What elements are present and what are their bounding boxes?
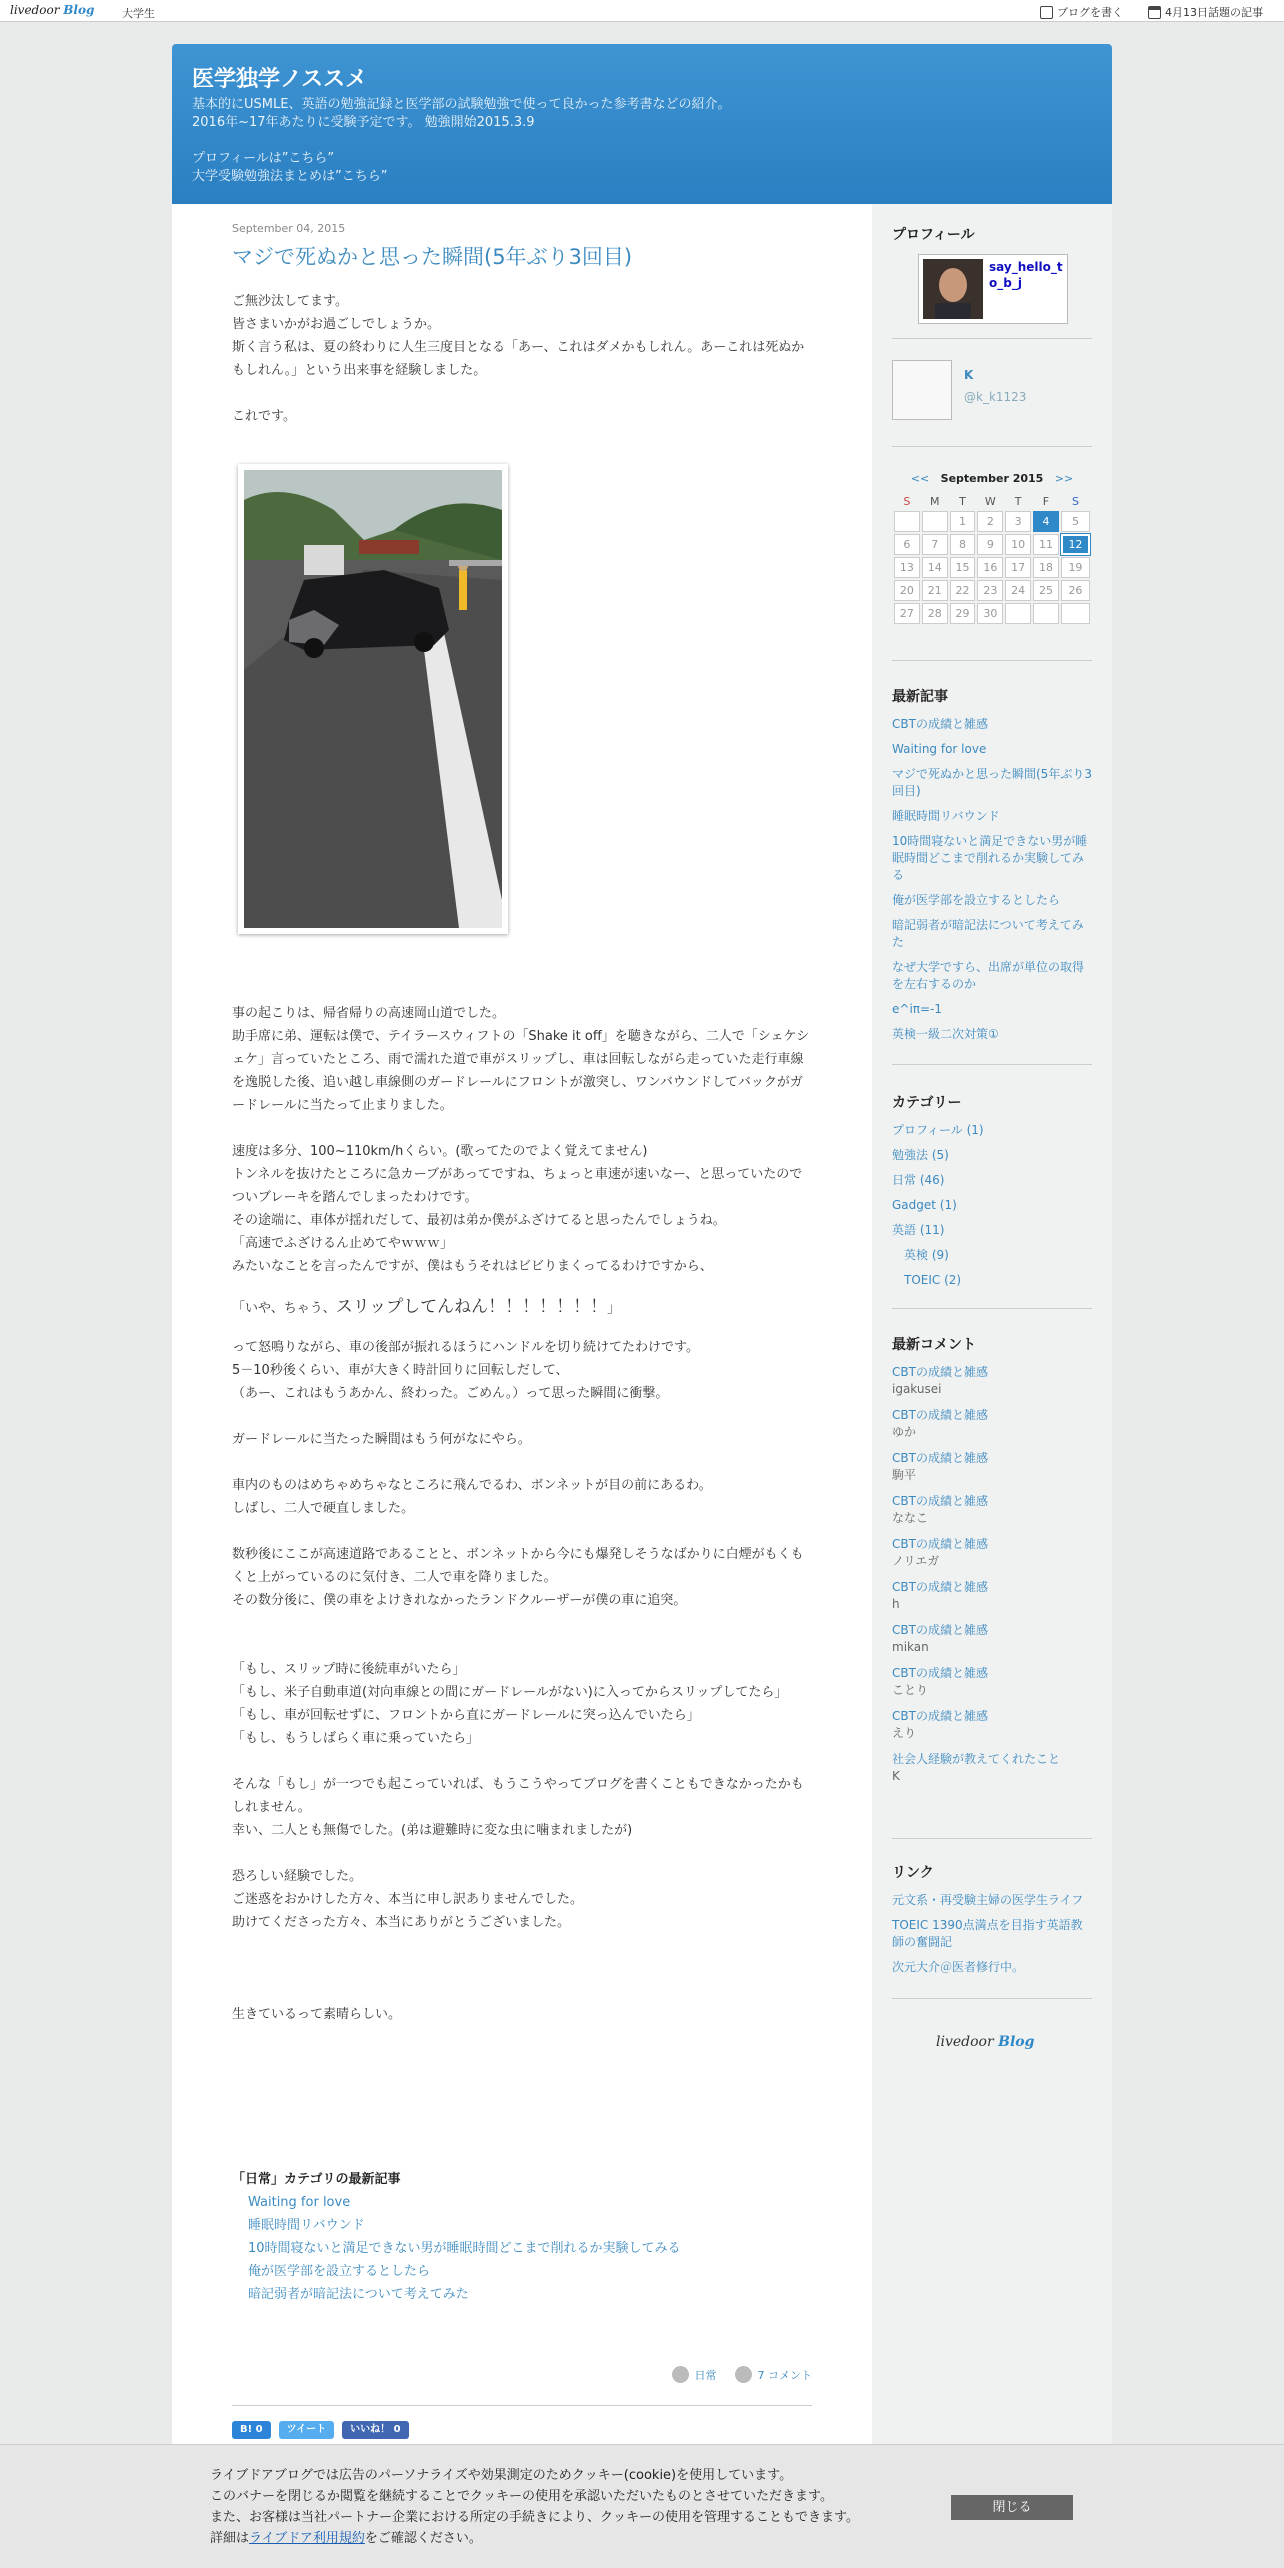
calendar-day-post[interactable]: 4: [1033, 511, 1059, 532]
article-divider: [232, 2405, 812, 2406]
tweet-button[interactable]: ツイート: [279, 2421, 335, 2439]
pencil-icon: [1040, 6, 1053, 19]
sidebar-links: [892, 1862, 1092, 1984]
calendar-month-title: September 2015: [940, 472, 1044, 485]
comment-post-link[interactable]: CBTの成績と雑感: [892, 1451, 988, 1465]
calendar-day: [1005, 603, 1031, 624]
facebook-like-button[interactable]: いいね！ 0: [342, 2421, 408, 2439]
cookie-line: このバナーを閉じるか閲覧を継続することでクッキーの使用を承認いただいたものとさせていただきます。: [210, 2489, 833, 2504]
calendar-day-header: F: [1042, 494, 1050, 508]
related-link[interactable]: 睡眠時間リバウンド: [248, 2218, 365, 2233]
recent-post-link[interactable]: 睡眠時間リバウンド: [892, 809, 1000, 823]
list-item: [892, 1493, 1092, 1527]
article-meta: [650, 2366, 812, 2383]
comment-author: 駒平: [892, 1468, 917, 1482]
calendar-day-header: S: [1071, 494, 1079, 508]
sidebar-categories: [892, 1092, 1092, 1297]
comment-post-link[interactable]: CBTの成績と雑感: [892, 1365, 988, 1379]
recent-post-link[interactable]: マジで死ぬかと思った瞬間(5年ぶり3回目): [892, 767, 1092, 798]
profile-heading: プロフィール: [892, 227, 975, 243]
calendar-day-header: S: [903, 494, 911, 508]
list-item[interactable]: [248, 2191, 812, 2214]
cookie-detail-prefix: 詳細は: [210, 2531, 250, 2546]
list-item[interactable]: [892, 1247, 1092, 1264]
calendar-day: 15: [950, 557, 976, 578]
list-item[interactable]: [892, 716, 1092, 733]
list-item[interactable]: [248, 2283, 812, 2306]
cookie-banner: [0, 2444, 1284, 2568]
calendar-day-header: T: [1014, 494, 1022, 508]
footer-logo-text: livedoor: [936, 2034, 994, 2050]
top-bar: [0, 0, 1284, 22]
article-date: September 04, 2015: [232, 222, 346, 235]
recent-post-link[interactable]: CBTの成績と雑感: [892, 717, 988, 731]
related-link[interactable]: 暗記弱者が暗記法について考えてみた: [248, 2287, 469, 2302]
twitter-id-link[interactable]: @k_k1123: [964, 390, 1027, 404]
category-link[interactable]: 英語 (11): [892, 1223, 945, 1237]
sidebar-twitter: [892, 360, 1092, 420]
list-item[interactable]: [892, 1917, 1092, 1951]
sidebar-divider: [892, 338, 1092, 339]
article-header: [232, 222, 812, 271]
sidebar-profile: [892, 224, 1092, 324]
shout-emphasis: スリップしてんねん！！！！！！！: [335, 1297, 608, 1317]
sidebar-calendar: [892, 472, 1092, 626]
cookie-detail-suffix: をご確認ください。: [364, 2531, 482, 2546]
list-item: [892, 1708, 1092, 1742]
calendar-prev-link[interactable]: <<: [910, 472, 930, 485]
external-link[interactable]: 次元大介＠医者修行中。: [892, 1960, 1025, 1974]
category-meta-label: 日常: [694, 2368, 717, 2382]
list-item[interactable]: [892, 1272, 1092, 1289]
calendar-day: 22: [950, 580, 976, 601]
comment-author: ななこ: [892, 1511, 929, 1525]
cookie-line: また、お客様は当社パートナー企業における所定の手続きにより、クッキーの使用を管理することもできます。: [210, 2510, 859, 2525]
calendar-day: 26: [1061, 580, 1090, 601]
write-blog-label: ブログを書く: [1057, 6, 1123, 19]
logo-blog-text: Blog: [63, 3, 95, 17]
comment-post-link[interactable]: CBTの成績と雑感: [892, 1666, 988, 1680]
related-link[interactable]: 10時間寝ないと満足できない男が睡眠時間どこまで削れるか実験してみる: [248, 2241, 681, 2256]
category-link[interactable]: 大学生: [122, 7, 155, 20]
profile-name-link[interactable]: say_hello_to_b_j: [989, 260, 1063, 290]
calendar-day: 25: [1033, 580, 1059, 601]
comment-post-link[interactable]: CBTの成績と雑感: [892, 1580, 988, 1594]
today-topics-link[interactable]: [1148, 4, 1263, 20]
list-item[interactable]: [892, 959, 1092, 993]
comment-post-link[interactable]: 社会人経験が教えてくれたこと: [892, 1752, 1061, 1766]
list-item[interactable]: [892, 741, 1092, 758]
comment-post-link[interactable]: CBTの成績と雑感: [892, 1494, 988, 1508]
list-item[interactable]: [892, 1892, 1092, 1909]
recent-post-link[interactable]: 俺が医学部を設立するとしたら: [892, 893, 1061, 907]
profile-link[interactable]: プロフィールは”こちら”: [192, 151, 335, 166]
comment-post-link[interactable]: CBTの成績と雑感: [892, 1408, 988, 1422]
calendar-day: 30: [977, 603, 1003, 624]
calendar-day: 29: [950, 603, 976, 624]
accident-photo-image: [244, 470, 502, 928]
calendar-day: 6: [894, 534, 920, 555]
latest-comments-heading: 最新コメント: [892, 1337, 976, 1353]
study-summary-link[interactable]: 大学受験勉強法まとめは”こちら”: [192, 169, 388, 184]
list-item: [892, 1450, 1092, 1484]
calendar-day: 9: [977, 534, 1003, 555]
list-item[interactable]: [248, 2260, 812, 2283]
calendar-day: 5: [1061, 511, 1090, 532]
shout-prefix: 「いや、ちゃう、: [232, 1301, 336, 1316]
comment-author: igakusei: [892, 1382, 942, 1396]
twitter-avatar[interactable]: [892, 360, 952, 420]
list-item: [892, 1536, 1092, 1570]
list-item: [892, 1579, 1092, 1613]
recent-post-link[interactable]: 10時間寝ないと満足できない男が睡眠時間どこまで削れるか実験してみる: [892, 834, 1088, 882]
list-item[interactable]: [248, 2214, 812, 2237]
list-item[interactable]: [892, 1222, 1092, 1239]
article-paragraph-rest: って怒鳴りながら、車の後部が振れるほうにハンドルを切り続けてたわけです。 5－10秒後くらい、車が大きく時計回りに回転しだして、 （あー、これはもうあかん、終わった。ごめん。）って思った瞬間に衝撃。 ガードレールに当たった瞬間はもう何がなにやら。 車内のものはめちゃめちゃなところに飛んでるわ、ボンネットが目の前にあるわ。 しばし、二人で硬直しました。 数秒後にここが高速道路であることと、ボンネットから今にも爆発しそうなばかりに白煙がもくもくと上がっているのに気付き、二人で車を降りました。 その数分後に、僕の車をよけきれなかったランドクルーザーが僕の車に追突。 「もし、スリップ時に後続車がいたら」 「もし、米子自動車道(対向車線との間にガードレールがない)に入ってからスリップしてたら」 「もし、車が回転せずに、フロントから直にガードレールに突っ込んでいたら」 「もし、もうしばらく車に乗っていたら」 そんな「もし」が一つでも起こっていれば、もうこうやってブログを書くこともできなかったかもしれません。 幸い、二人とも無傷でした。(弟は避難時に変な虫に噛まれましたが) 恐ろしい経験でした。 ご迷惑をおかけした方々、本当に申し訳ありませんでした。 助けてくださった方々、本当にありがとうございました。 生きているって素晴らしい。: [232, 1340, 804, 2022]
list-item[interactable]: [892, 1026, 1092, 1043]
list-item[interactable]: [892, 833, 1092, 884]
comment-author: mikan: [892, 1640, 929, 1654]
related-title: 「日常」カテゴリの最新記事: [232, 2172, 401, 2187]
subcategory-link[interactable]: 英検 (9): [904, 1248, 949, 1262]
cookie-text: [210, 2465, 859, 2549]
calendar-day: [1033, 603, 1059, 624]
recent-post-link[interactable]: 英検一級二次対策①: [892, 1027, 999, 1041]
related-list: [232, 2191, 812, 2306]
comment-meta-link[interactable]: [735, 2366, 813, 2383]
category-link[interactable]: Gadget (1): [892, 1198, 957, 1212]
calendar-next-link[interactable]: >>: [1054, 472, 1074, 485]
calendar-table: [892, 491, 1092, 626]
comment-icon: [735, 2366, 752, 2383]
article-title[interactable]: マジで死ぬかと思った瞬間(5年ぶり3回目): [232, 245, 633, 269]
hatena-bookmark-button[interactable]: B! 0: [232, 2421, 271, 2439]
cookie-close-button[interactable]: 閉じる: [951, 2495, 1073, 2520]
blog-description: [192, 96, 730, 186]
list-item[interactable]: [892, 1122, 1092, 1139]
calendar-day: 19: [1061, 557, 1090, 578]
links-heading: リンク: [892, 1865, 934, 1881]
avatar[interactable]: [923, 259, 983, 319]
recent-post-link[interactable]: Waiting for love: [892, 742, 987, 756]
list-item[interactable]: [892, 917, 1092, 951]
write-blog-link[interactable]: [1040, 4, 1123, 20]
twitter-name-link[interactable]: K: [964, 368, 974, 382]
calendar-day-header: M: [929, 494, 940, 508]
calendar-day: 18: [1033, 557, 1059, 578]
calendar-day: 10: [1005, 534, 1031, 555]
today-topics-label: 4月13日話題の記事: [1165, 6, 1263, 19]
category-link[interactable]: 勉強法 (5): [892, 1148, 949, 1162]
list-item[interactable]: [892, 808, 1092, 825]
list-item[interactable]: [892, 1172, 1092, 1189]
category-link[interactable]: 日常 (46): [892, 1173, 945, 1187]
comment-post-link[interactable]: CBTの成績と雑感: [892, 1709, 988, 1723]
comment-author: h: [892, 1597, 900, 1611]
list-item: [892, 1751, 1092, 1785]
profile-card[interactable]: [918, 254, 1068, 324]
terms-link[interactable]: ライブドア利用規約: [249, 2531, 365, 2546]
calendar-day: [922, 511, 948, 532]
list-item[interactable]: [248, 2237, 812, 2260]
related-link[interactable]: Waiting for love: [248, 2195, 351, 2210]
article-paragraph-intro: ご無沙汰してます。 皆さまいかがお過ごしでしょうか。 斯く言う私は、夏の終わりに人生三度目となる「あー、これはダメかもしれん。あーこれは死ぬかもしれん。」という出来事を経験しました。 これです。: [232, 294, 805, 424]
blog-title[interactable]: 医学独学ノススメ: [192, 67, 368, 92]
person-avatar-icon: [923, 259, 983, 319]
footer-livedoor-logo[interactable]: [936, 2034, 1034, 2050]
sidebar-divider: [892, 446, 1092, 447]
calendar-day: 16: [977, 557, 1003, 578]
calendar-day: 3: [1005, 511, 1031, 532]
calendar-day: 11: [1033, 534, 1059, 555]
comment-meta-label: 7 コメント: [757, 2368, 812, 2382]
cookie-line: [210, 2528, 859, 2549]
calendar-day: 14: [922, 557, 948, 578]
list-item[interactable]: [892, 1197, 1092, 1214]
categories-heading: カテゴリー: [892, 1095, 962, 1111]
recent-posts-heading: 最新記事: [892, 689, 948, 705]
calendar-day: 28: [922, 603, 948, 624]
related-link[interactable]: 俺が医学部を設立するとしたら: [248, 2264, 431, 2279]
livedoor-logo[interactable]: [10, 3, 94, 17]
comment-author: ゆか: [892, 1425, 917, 1439]
category-meta-link[interactable]: [672, 2366, 717, 2383]
list-item[interactable]: [892, 892, 1092, 909]
list-item[interactable]: [892, 1147, 1092, 1164]
calendar-day: 21: [922, 580, 948, 601]
comment-post-link[interactable]: CBTの成績と雑感: [892, 1537, 988, 1551]
calendar-day: 8: [950, 534, 976, 555]
subcategory-link[interactable]: TOEIC (2): [904, 1273, 962, 1287]
calendar-day: 1: [950, 511, 976, 532]
recent-post-link[interactable]: なぜ大学ですら、出席が単位の取得を左右するのか: [892, 960, 1085, 991]
sidebar-divider: [892, 1838, 1092, 1839]
related-articles: [232, 2168, 812, 2306]
blog-header: [172, 44, 1112, 204]
calendar-day: 24: [1005, 580, 1031, 601]
list-item: [892, 1364, 1092, 1398]
recent-post-link[interactable]: 暗記弱者が暗記法について考えてみた: [892, 918, 1084, 949]
list-item: [892, 1622, 1092, 1656]
comment-author: K: [892, 1769, 900, 1783]
calendar-day: 7: [922, 534, 948, 555]
list-item: [892, 1407, 1092, 1441]
sidebar-divider: [892, 660, 1092, 661]
calendar-day: 20: [894, 580, 920, 601]
shout-suffix: 」: [607, 1301, 621, 1316]
desc-line-1: 基本的にUSMLE、英語の勉強記録と医学部の試験勉強で使って良かった参考書などの紹介。: [192, 97, 731, 112]
calendar-day-header: W: [984, 494, 996, 508]
external-link[interactable]: TOEIC 1390点満点を目指す英語教師の奮闘記: [892, 1918, 1083, 1949]
list-item[interactable]: [892, 1959, 1092, 1976]
recent-post-link[interactable]: e^iπ=-1: [892, 1002, 943, 1016]
calendar-day-header: T: [959, 494, 966, 508]
calendar-day: [1061, 603, 1090, 624]
article-paragraph-main: 事の起こりは、帰省帰りの高速岡山道でした。 助手席に弟、運転は僕で、テイラースウィフトの「Shake it off」を聴きながら、二人で「シェケシェケ」言っていたところ、雨で濡れた道で車がスリップし、車は回転しながら走っていた走行車線を逸脱した後、追い越し車線側のガードレールにフロントが激突し、ワンバウンドしてバックがガードレールに当たって止まりました。 速度は多分、100~110km/hくらい。(歌ってたのでよく覚えてません) トンネルを抜けたところに急カーブがあってですね、ちょっと車速が速いなー、と思っていたのでついブレーキを踏んでしまったわけです。 その途端に、車体が揺れだして、最初は弟か僕がふざけてると思ったんでしょうね。 「高速でふざけるん止めてやｗｗｗ」 みたいなことを言ったんですが、僕はもうそれはビビりまくってるわけですから、: [232, 1006, 810, 1274]
list-item[interactable]: [892, 766, 1092, 800]
sidebar-divider: [892, 1064, 1092, 1065]
sidebar-divider: [892, 1998, 1092, 1999]
crashed-car-illustration: [244, 470, 502, 928]
list-item: [892, 1665, 1092, 1699]
calendar-day: 27: [894, 603, 920, 624]
category-link[interactable]: プロフィール (1): [892, 1123, 984, 1137]
comment-author: ことり: [892, 1683, 929, 1697]
comment-author: えり: [892, 1726, 917, 1740]
sidebar-divider: [892, 1308, 1092, 1309]
list-item[interactable]: [892, 1001, 1092, 1018]
external-link[interactable]: 元文系・再受験主婦の医学生ライフ: [892, 1893, 1084, 1907]
calendar-day-post[interactable]: 12: [1061, 534, 1090, 555]
sidebar-recent-posts: [892, 686, 1092, 1051]
accident-photo[interactable]: [238, 464, 508, 934]
calendar-day: 2: [977, 511, 1003, 532]
cookie-line: ライブドアブログでは広告のパーソナライズや効果測定のためクッキー(cookie)を使用しています。: [210, 2468, 793, 2483]
logo-text: livedoor: [10, 3, 60, 17]
calendar-day: 23: [977, 580, 1003, 601]
calendar-day: 13: [894, 557, 920, 578]
desc-line-2: 2016年~17年あたりに受験予定です。 勉強開始2015.3.9: [192, 115, 535, 130]
calendar-day: 17: [1005, 557, 1031, 578]
calendar-day: [894, 511, 920, 532]
comment-post-link[interactable]: CBTの成績と雑感: [892, 1623, 988, 1637]
folder-icon: [672, 2366, 689, 2383]
share-buttons: [232, 2421, 409, 2439]
sidebar-latest-comments: [892, 1334, 1092, 1794]
calendar-icon: [1148, 6, 1161, 19]
footer-logo-blog: Blog: [998, 2034, 1035, 2050]
comment-author: ノリエガ: [892, 1554, 940, 1568]
article-shout: [232, 1296, 812, 1320]
